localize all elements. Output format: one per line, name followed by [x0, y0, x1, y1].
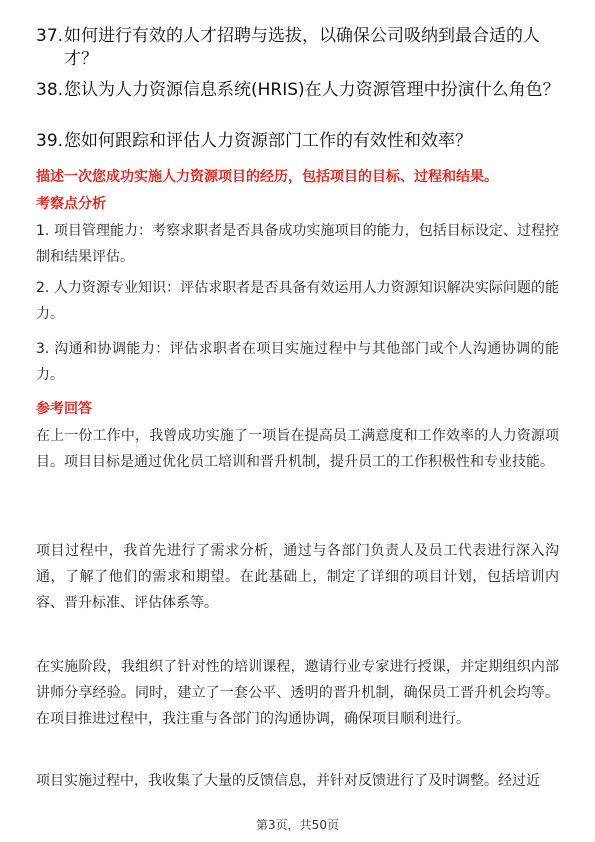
question-text: 如何进行有效的人才招聘与选拔，以确保公司吸纳到最合适的人才？ — [64, 26, 540, 69]
analysis-point-2: 2. 人力资源专业知识：评估求职者是否具备有效运用人力资源知识解决实际问题的能力。 — [36, 280, 559, 322]
analysis-point-1: 1. 项目管理能力：考察求职者是否具备成功实施项目的能力，包括目标设定、过程控制和结果评估。 — [36, 223, 559, 265]
answer-paragraph-4: 项目实施过程中，我收集了大量的反馈信息，并针对反馈进行了及时调整。经过近 — [36, 773, 540, 789]
question-37 — [36, 25, 566, 71]
answer-title: 参考回答 — [36, 401, 92, 417]
page-footer: 第3页，共50页 — [256, 818, 339, 832]
question-number: 38. — [36, 80, 64, 100]
question-text: 您认为人力资源信息系统(HRIS)在人力资源管理中扮演什么角色？ — [64, 80, 560, 100]
answer-paragraph-2: 项目过程中，我首先进行了需求分析，通过与各部门负责人及员工代表进行深入沟通，了解了他们的需求和期望。在此基础上，制定了详细的项目计划，包括培训内容、晋升标准、评估体系等。 — [36, 543, 559, 611]
question-text: 您如何跟踪和评估人力资源部门工作的有效性和效率？ — [64, 131, 472, 151]
question-39 — [36, 130, 566, 153]
analysis-title: 考察点分析 — [36, 196, 106, 212]
answer-paragraph-3: 在实施阶段，我组织了针对性的培训课程，邀请行业专家进行授课，并定期组织内部讲师分享经验。同时，建立了一套公平、透明的晋升机制，确保员工晋升机会均等。在项目推进过程中，我注重与各部门的沟通协调，确保项目顺利进行。 — [36, 659, 559, 727]
question-38 — [36, 79, 566, 102]
question-number: 37. — [36, 26, 64, 46]
answer-paragraph-1: 在上一份工作中，我曾成功实施了一项旨在提高员工满意度和工作效率的人力资源项目。项目目标是通过优化员工培训和晋升机制，提升员工的工作积极性和专业技能。 — [36, 428, 559, 470]
question-number: 39. — [36, 131, 64, 151]
question-prompt: 描述一次您成功实施人力资源项目的经历，包括项目的目标、过程和结果。 — [36, 169, 498, 185]
analysis-point-3: 3. 沟通和协调能力：评估求职者在项目实施过程中与其他部门或个人沟通协调的能力。 — [36, 341, 559, 383]
